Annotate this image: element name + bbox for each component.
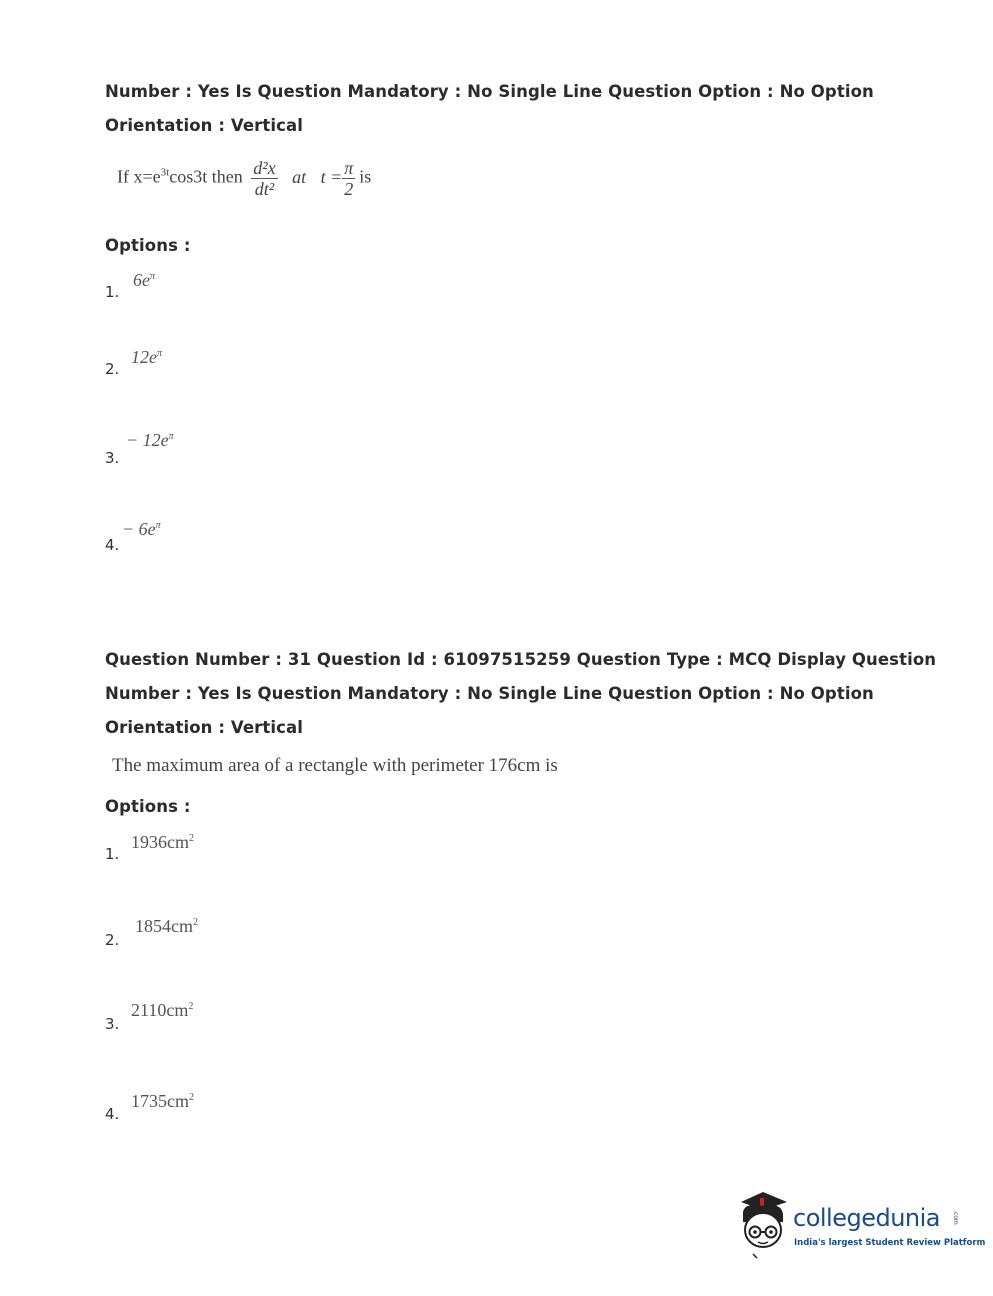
option-value: − $12e^\pi$ [126, 430, 174, 450]
option-value: − $6e^\pi$ [122, 519, 161, 539]
option-value: $12e^\pi$ [131, 347, 163, 367]
logo-dotcom: .com [952, 1210, 959, 1225]
question-meta-line: Orientation : Vertical [105, 116, 304, 135]
option-value: $1854cm^2$ [135, 916, 198, 936]
option-value: $1735cm^2$ [131, 1091, 194, 1111]
question-meta-line: Orientation : Vertical [105, 718, 304, 737]
option-number: 1. [105, 283, 120, 301]
option-number: 3. [105, 449, 120, 467]
option-number: 1. [105, 845, 120, 863]
logo-wordmark: collegedunia [793, 1204, 941, 1232]
options-label: Options : [105, 236, 191, 255]
options-label: Options : [105, 797, 191, 816]
question-text: If $x=e^{3t}\cos 3t$ then $\frac{\text{d²x}}{\text{dt²}}$ at t = $\frac{\pi}{2}$ is [117, 158, 372, 199]
option-number: 2. [105, 931, 120, 949]
question-meta-line: Question Number : 31 Question Id : 61097515259 Question Type : MCQ Display Question [105, 650, 937, 669]
option-number: 4. [105, 1105, 120, 1123]
fraction: $\frac{\text{d²x}}{\text{dt²}}$ [253, 158, 276, 199]
fraction: $\frac{\pi}{2}$ [344, 158, 354, 199]
collegedunia-logo [733, 1188, 986, 1260]
option-value: $2110cm^2$ [131, 1000, 194, 1020]
option-value: $1936cm^2$ [131, 832, 194, 852]
question-meta-line: Number : Yes Is Question Mandatory : No Single Line Question Option : No Option [105, 684, 874, 703]
option-value: $6e^\pi$ [133, 270, 156, 290]
option-number: 4. [105, 536, 120, 554]
option-number: 3. [105, 1015, 120, 1033]
question-meta-line: Number : Yes Is Question Mandatory : No Single Line Question Option : No Option [105, 82, 874, 101]
option-number: 2. [105, 360, 120, 378]
question-text: The maximum area of a rectangle with perimeter 176cm is [112, 755, 558, 776]
student-mascot-icon [733, 1188, 795, 1260]
logo-tagline: India's largest Student Review Platform [794, 1238, 986, 1248]
